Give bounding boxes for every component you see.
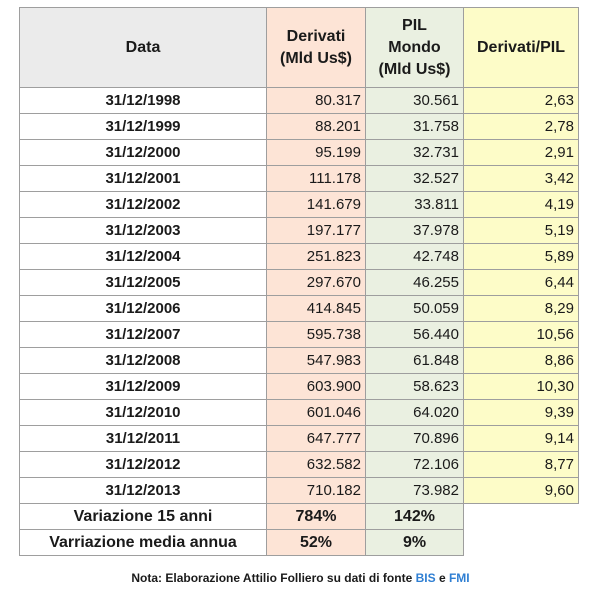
summary-empty-cell [464, 504, 579, 530]
row-ratio: 9,60 [464, 478, 579, 504]
source-note-conjunction: e [435, 571, 449, 585]
row-derivatives: 632.582 [267, 452, 366, 478]
row-date: 31/12/2005 [20, 270, 267, 296]
row-derivatives: 111.178 [267, 166, 366, 192]
row-gdp: 32.731 [366, 140, 464, 166]
row-derivatives: 297.670 [267, 270, 366, 296]
table-row [20, 244, 579, 270]
summary-row-annual-change [20, 530, 579, 556]
row-derivatives: 95.199 [267, 140, 366, 166]
row-ratio: 2,91 [464, 140, 579, 166]
row-derivatives: 547.983 [267, 348, 366, 374]
table-row [20, 166, 579, 192]
row-ratio: 3,42 [464, 166, 579, 192]
table-row [20, 452, 579, 478]
row-derivatives: 414.845 [267, 296, 366, 322]
row-date: 31/12/2004 [20, 244, 267, 270]
summary-derivatives: 52% [267, 530, 366, 556]
row-date: 31/12/2000 [20, 140, 267, 166]
row-ratio: 9,39 [464, 400, 579, 426]
row-ratio: 8,29 [464, 296, 579, 322]
row-derivatives: 88.201 [267, 114, 366, 140]
header-gdp-line3: (Mld Us$) [378, 60, 451, 78]
row-derivatives: 603.900 [267, 374, 366, 400]
header-derivatives-line2: (Mld Us$) [280, 49, 352, 67]
row-date: 31/12/2001 [20, 166, 267, 192]
row-date: 31/12/2012 [20, 452, 267, 478]
row-date: 31/12/1998 [20, 88, 267, 114]
summary-gdp: 142% [366, 504, 464, 530]
table-row [20, 114, 579, 140]
source-note [0, 571, 601, 585]
row-derivatives: 595.738 [267, 322, 366, 348]
row-date: 31/12/1999 [20, 114, 267, 140]
row-derivatives: 647.777 [267, 426, 366, 452]
summary-row-total-change [20, 504, 579, 530]
header-date: Data [20, 8, 267, 88]
summary-empty-cell [464, 530, 579, 556]
row-gdp: 46.255 [366, 270, 464, 296]
row-derivatives: 80.317 [267, 88, 366, 114]
row-gdp: 72.106 [366, 452, 464, 478]
table-row [20, 322, 579, 348]
row-date: 31/12/2002 [20, 192, 267, 218]
derivatives-gdp-table [19, 7, 579, 556]
row-gdp: 32.527 [366, 166, 464, 192]
row-gdp: 37.978 [366, 218, 464, 244]
row-ratio: 8,86 [464, 348, 579, 374]
source-link-bis[interactable]: BIS [415, 571, 436, 585]
row-gdp: 64.020 [366, 400, 464, 426]
row-ratio: 10,30 [464, 374, 579, 400]
row-gdp: 61.848 [366, 348, 464, 374]
row-ratio: 9,14 [464, 426, 579, 452]
row-ratio: 6,44 [464, 270, 579, 296]
row-date: 31/12/2006 [20, 296, 267, 322]
row-gdp: 56.440 [366, 322, 464, 348]
row-ratio: 5,89 [464, 244, 579, 270]
summary-derivatives: 784% [267, 504, 366, 530]
table-row [20, 374, 579, 400]
row-date: 31/12/2009 [20, 374, 267, 400]
table-header-row [20, 8, 579, 88]
row-date: 31/12/2013 [20, 478, 267, 504]
row-date: 31/12/2003 [20, 218, 267, 244]
table-row [20, 140, 579, 166]
summary-label: Varriazione media annua [20, 530, 267, 556]
row-date: 31/12/2007 [20, 322, 267, 348]
header-derivatives [267, 8, 366, 88]
table-row [20, 192, 579, 218]
table-row [20, 270, 579, 296]
row-ratio: 10,56 [464, 322, 579, 348]
summary-label: Variazione 15 anni [20, 504, 267, 530]
row-derivatives: 197.177 [267, 218, 366, 244]
row-gdp: 30.561 [366, 88, 464, 114]
row-date: 31/12/2008 [20, 348, 267, 374]
table-body [20, 88, 579, 556]
table-row [20, 296, 579, 322]
row-date: 31/12/2010 [20, 400, 267, 426]
header-derivatives-line1: Derivati [286, 27, 346, 45]
row-gdp: 73.982 [366, 478, 464, 504]
row-derivatives: 710.182 [267, 478, 366, 504]
table-row [20, 400, 579, 426]
header-gdp-line1: PIL [402, 16, 427, 34]
table-row [20, 478, 579, 504]
row-gdp: 70.896 [366, 426, 464, 452]
row-gdp: 58.623 [366, 374, 464, 400]
row-derivatives: 251.823 [267, 244, 366, 270]
table-row [20, 218, 579, 244]
row-ratio: 2,63 [464, 88, 579, 114]
row-ratio: 8,77 [464, 452, 579, 478]
row-date: 31/12/2011 [20, 426, 267, 452]
row-derivatives: 601.046 [267, 400, 366, 426]
header-ratio: Derivati/PIL [464, 8, 579, 88]
table-row [20, 348, 579, 374]
row-ratio: 2,78 [464, 114, 579, 140]
summary-gdp: 9% [366, 530, 464, 556]
row-gdp: 50.059 [366, 296, 464, 322]
source-note-prefix: Nota: Elaborazione Attilio Folliero su dati di fonte [131, 571, 416, 585]
header-gdp-line2: Mondo [388, 38, 441, 56]
row-gdp: 42.748 [366, 244, 464, 270]
source-link-fmi[interactable]: FMI [448, 571, 470, 585]
table-row [20, 426, 579, 452]
row-derivatives: 141.679 [267, 192, 366, 218]
row-gdp: 33.811 [366, 192, 464, 218]
row-gdp: 31.758 [366, 114, 464, 140]
table-row [20, 88, 579, 114]
header-gdp [366, 8, 464, 88]
row-ratio: 5,19 [464, 218, 579, 244]
row-ratio: 4,19 [464, 192, 579, 218]
table-container [19, 7, 579, 556]
